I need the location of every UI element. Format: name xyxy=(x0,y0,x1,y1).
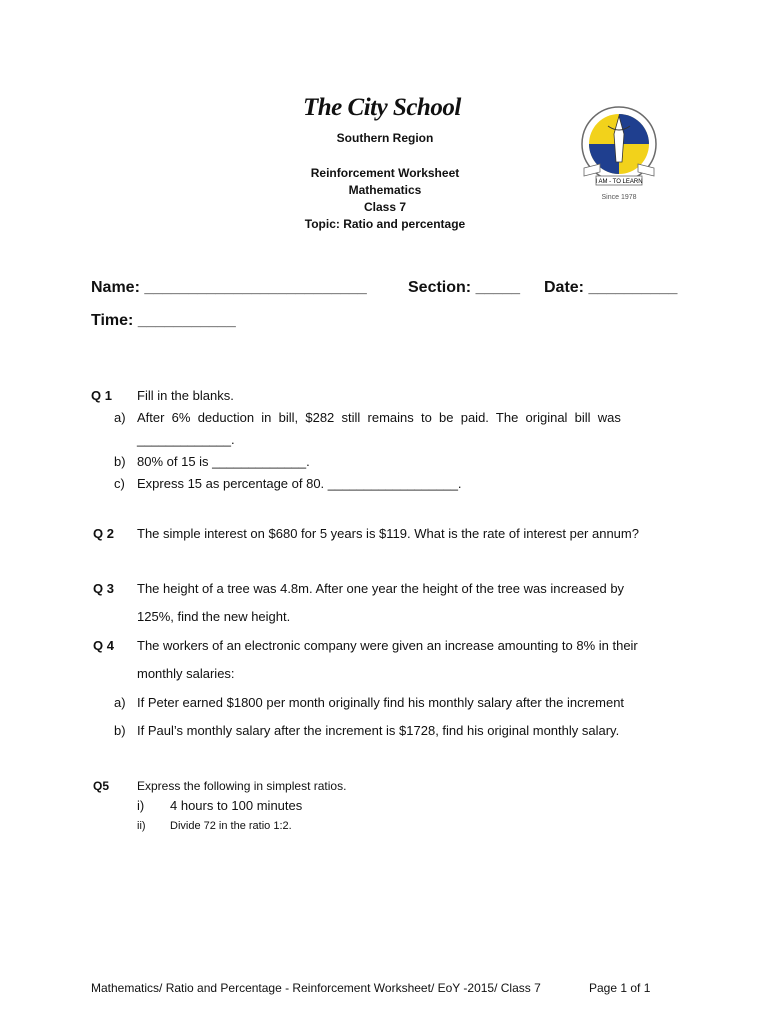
worksheet-title: Reinforcement Worksheet xyxy=(310,166,460,180)
logo-since: Since 1978 xyxy=(601,194,637,201)
date-field[interactable]: Date: __________ xyxy=(544,279,678,296)
q4-line2: monthly salaries: xyxy=(137,666,235,681)
q3-line1: The height of a tree was 4.8m. After one year the height of the tree was increased by xyxy=(137,581,625,596)
q5i-text: 4 hours to 100 minutes xyxy=(170,798,303,813)
q4a-text: If Peter earned $1800 per month originally find his monthly salary after the increment xyxy=(137,695,625,710)
q3-line2: 125%, find the new height. xyxy=(137,609,291,624)
footer-doc-info: Mathematics/ Ratio and Percentage - Reinforcement Worksheet/ EoY -2015/ Class 7 xyxy=(91,981,541,995)
q1b-text: 80% of 15 is _____________. xyxy=(137,454,310,469)
q1c-label: c) xyxy=(114,476,125,491)
school-name: The City School xyxy=(303,94,461,121)
q5ii-text: Divide 72 in the ratio 1:2. xyxy=(170,820,292,832)
q1a-label: a) xyxy=(114,410,126,425)
q5ii-label: ii) xyxy=(137,820,146,832)
q1c-text: Express 15 as percentage of 80. __________________. xyxy=(137,476,462,491)
class-label: Class 7 xyxy=(363,200,407,214)
q4b-text: If Paul’s monthly salary after the increment is $1728, find his original monthly salary. xyxy=(137,723,620,738)
q4b-label: b) xyxy=(114,723,126,738)
q2-number: Q 2 xyxy=(93,526,114,541)
subject-label: Mathematics xyxy=(348,183,422,197)
name-field[interactable]: Name: _________________________ xyxy=(91,279,367,296)
q1-text: Fill in the blanks. xyxy=(137,388,234,403)
logo-motto: I AM - TO LEARN xyxy=(595,179,643,185)
footer-page-number: Page 1 of 1 xyxy=(589,981,651,995)
topic-label: Topic: Ratio and percentage xyxy=(304,217,466,231)
q1a-line1: After 6% deduction in bill, $282 still remains to be paid. The original bill was xyxy=(137,410,621,425)
q5-text: Express the following in simplest ratios. xyxy=(137,779,347,793)
region-label: Southern Region xyxy=(336,131,434,145)
school-logo xyxy=(578,104,660,204)
q4-line1: The workers of an electronic company were given an increase amounting to 8% in their xyxy=(137,638,638,653)
q1a-line2: _____________. xyxy=(137,432,235,447)
q4-number: Q 4 xyxy=(93,638,114,653)
q2-text: The simple interest on $680 for 5 years is $119. What is the rate of interest per annum? xyxy=(137,526,639,541)
time-field[interactable]: Time: ___________ xyxy=(91,312,236,329)
q4a-label: a) xyxy=(114,695,126,710)
q3-number: Q 3 xyxy=(93,581,114,596)
q1b-label: b) xyxy=(114,454,126,469)
q5-number: Q5 xyxy=(93,779,110,793)
q1-number: Q 1 xyxy=(91,388,112,403)
q5i-label: i) xyxy=(137,798,145,813)
section-field[interactable]: Section: _____ xyxy=(408,279,521,296)
